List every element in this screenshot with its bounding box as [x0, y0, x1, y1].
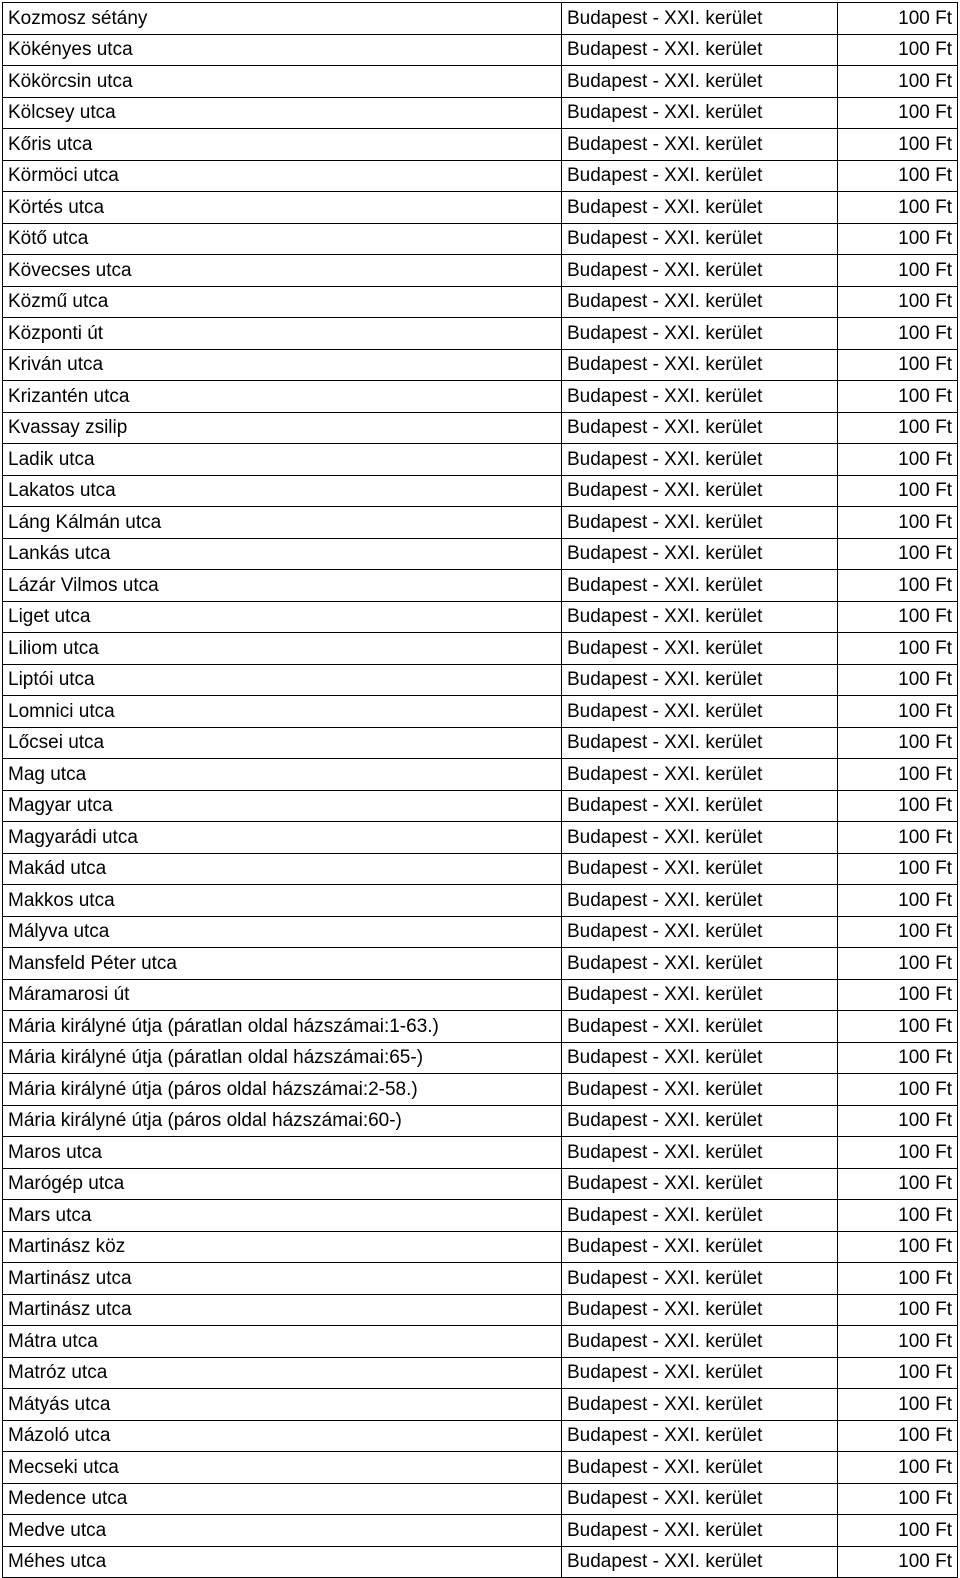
price-cell: 100 Ft [838, 601, 958, 633]
district-cell: Budapest - XXI. kerület [562, 475, 838, 507]
price-cell: 100 Ft [838, 1137, 958, 1169]
street-name-cell: Mátra utca [3, 1326, 562, 1358]
street-name-cell: Mars utca [3, 1200, 562, 1232]
street-name-cell: Krizantén utca [3, 381, 562, 413]
table-row [3, 349, 958, 381]
street-name-cell: Körmöci utca [3, 160, 562, 192]
street-name-cell: Matróz utca [3, 1357, 562, 1389]
street-name-cell: Kötő utca [3, 223, 562, 255]
table-row [3, 1231, 958, 1263]
street-name-cell: Közmű utca [3, 286, 562, 318]
street-name-cell: Liliom utca [3, 633, 562, 665]
street-name-cell: Lakatos utca [3, 475, 562, 507]
district-cell: Budapest - XXI. kerület [562, 129, 838, 161]
street-name-cell: Kőris utca [3, 129, 562, 161]
district-cell: Budapest - XXI. kerület [562, 538, 838, 570]
street-name-cell: Kövecses utca [3, 255, 562, 287]
street-name-cell: Mályva utca [3, 916, 562, 948]
price-cell: 100 Ft [838, 286, 958, 318]
table-row [3, 1074, 958, 1106]
price-cell: 100 Ft [838, 1326, 958, 1358]
table-row [3, 34, 958, 66]
district-cell: Budapest - XXI. kerület [562, 1294, 838, 1326]
price-cell: 100 Ft [838, 1389, 958, 1421]
district-cell: Budapest - XXI. kerület [562, 255, 838, 287]
price-cell: 100 Ft [838, 160, 958, 192]
street-name-cell: Martinász utca [3, 1263, 562, 1295]
table-row [3, 160, 958, 192]
price-cell: 100 Ft [838, 538, 958, 570]
price-cell: 100 Ft [838, 1074, 958, 1106]
table-row [3, 1263, 958, 1295]
street-name-cell: Mázoló utca [3, 1420, 562, 1452]
table-row [3, 1515, 958, 1547]
district-cell: Budapest - XXI. kerület [562, 160, 838, 192]
district-cell: Budapest - XXI. kerület [562, 1389, 838, 1421]
table-row [3, 885, 958, 917]
street-name-cell: Mecseki utca [3, 1452, 562, 1484]
price-cell: 100 Ft [838, 129, 958, 161]
price-cell: 100 Ft [838, 759, 958, 791]
price-cell: 100 Ft [838, 916, 958, 948]
price-cell: 100 Ft [838, 664, 958, 696]
street-name-cell: Kriván utca [3, 349, 562, 381]
table-row [3, 664, 958, 696]
street-name-cell: Mária királyné útja (páros oldal házszámai:60-) [3, 1105, 562, 1137]
table-row [3, 1483, 958, 1515]
street-name-cell: Ladik utca [3, 444, 562, 476]
price-cell: 100 Ft [838, 1420, 958, 1452]
price-cell: 100 Ft [838, 790, 958, 822]
street-name-cell: Martinász köz [3, 1231, 562, 1263]
district-cell: Budapest - XXI. kerület [562, 1420, 838, 1452]
table-row [3, 66, 958, 98]
table-body [3, 3, 958, 1578]
district-cell: Budapest - XXI. kerület [562, 66, 838, 98]
street-name-cell: Maros utca [3, 1137, 562, 1169]
district-cell: Budapest - XXI. kerület [562, 948, 838, 980]
street-name-cell: Központi út [3, 318, 562, 350]
price-cell: 100 Ft [838, 727, 958, 759]
price-cell: 100 Ft [838, 507, 958, 539]
district-cell: Budapest - XXI. kerület [562, 444, 838, 476]
table-row [3, 1200, 958, 1232]
district-cell: Budapest - XXI. kerület [562, 381, 838, 413]
price-cell: 100 Ft [838, 1357, 958, 1389]
table-row [3, 97, 958, 129]
street-name-cell: Mária királyné útja (páros oldal házszámai:2-58.) [3, 1074, 562, 1106]
table-row [3, 381, 958, 413]
table-row [3, 1420, 958, 1452]
table-row [3, 412, 958, 444]
street-name-cell: Méhes utca [3, 1546, 562, 1578]
street-name-cell: Mária királyné útja (páratlan oldal házszámai:65-) [3, 1042, 562, 1074]
district-cell: Budapest - XXI. kerület [562, 1200, 838, 1232]
price-cell: 100 Ft [838, 1452, 958, 1484]
table-row [3, 192, 958, 224]
district-cell: Budapest - XXI. kerület [562, 507, 838, 539]
district-cell: Budapest - XXI. kerület [562, 349, 838, 381]
table-row [3, 1042, 958, 1074]
price-cell: 100 Ft [838, 1294, 958, 1326]
price-cell: 100 Ft [838, 318, 958, 350]
district-cell: Budapest - XXI. kerület [562, 1231, 838, 1263]
table-row [3, 1168, 958, 1200]
price-cell: 100 Ft [838, 475, 958, 507]
table-row [3, 444, 958, 476]
district-cell: Budapest - XXI. kerület [562, 1011, 838, 1043]
table-row [3, 1357, 958, 1389]
table-row [3, 1389, 958, 1421]
street-name-cell: Kölcsey utca [3, 97, 562, 129]
street-name-cell: Lőcsei utca [3, 727, 562, 759]
street-name-cell: Marógép utca [3, 1168, 562, 1200]
street-name-cell: Mária királyné útja (páratlan oldal házszámai:1-63.) [3, 1011, 562, 1043]
table-row [3, 696, 958, 728]
street-price-table [2, 2, 958, 1578]
price-cell: 100 Ft [838, 3, 958, 35]
district-cell: Budapest - XXI. kerület [562, 1105, 838, 1137]
district-cell: Budapest - XXI. kerület [562, 1263, 838, 1295]
table-row [3, 1326, 958, 1358]
price-cell: 100 Ft [838, 1515, 958, 1547]
table-row [3, 1011, 958, 1043]
price-cell: 100 Ft [838, 1011, 958, 1043]
table-row [3, 727, 958, 759]
district-cell: Budapest - XXI. kerület [562, 412, 838, 444]
street-name-cell: Kökényes utca [3, 34, 562, 66]
district-cell: Budapest - XXI. kerület [562, 633, 838, 665]
district-cell: Budapest - XXI. kerület [562, 727, 838, 759]
district-cell: Budapest - XXI. kerület [562, 1357, 838, 1389]
table-row [3, 570, 958, 602]
price-cell: 100 Ft [838, 66, 958, 98]
price-cell: 100 Ft [838, 223, 958, 255]
street-name-cell: Magyar utca [3, 790, 562, 822]
price-cell: 100 Ft [838, 822, 958, 854]
price-cell: 100 Ft [838, 633, 958, 665]
street-name-cell: Lázár Vilmos utca [3, 570, 562, 602]
price-cell: 100 Ft [838, 1042, 958, 1074]
district-cell: Budapest - XXI. kerület [562, 570, 838, 602]
street-name-cell: Martinász utca [3, 1294, 562, 1326]
district-cell: Budapest - XXI. kerület [562, 1326, 838, 1358]
district-cell: Budapest - XXI. kerület [562, 853, 838, 885]
street-name-cell: Mag utca [3, 759, 562, 791]
table-row [3, 1137, 958, 1169]
table-row [3, 223, 958, 255]
district-cell: Budapest - XXI. kerület [562, 1483, 838, 1515]
table-row [3, 3, 958, 35]
district-cell: Budapest - XXI. kerület [562, 192, 838, 224]
price-cell: 100 Ft [838, 192, 958, 224]
price-cell: 100 Ft [838, 885, 958, 917]
price-cell: 100 Ft [838, 948, 958, 980]
price-cell: 100 Ft [838, 853, 958, 885]
table-row [3, 318, 958, 350]
table-row [3, 1105, 958, 1137]
street-name-cell: Makád utca [3, 853, 562, 885]
street-name-cell: Medve utca [3, 1515, 562, 1547]
street-name-cell: Lankás utca [3, 538, 562, 570]
district-cell: Budapest - XXI. kerület [562, 1546, 838, 1578]
street-name-cell: Mansfeld Péter utca [3, 948, 562, 980]
table-row [3, 853, 958, 885]
table-row [3, 633, 958, 665]
table-row [3, 790, 958, 822]
table-row [3, 601, 958, 633]
price-cell: 100 Ft [838, 34, 958, 66]
price-cell: 100 Ft [838, 1105, 958, 1137]
table-row [3, 759, 958, 791]
price-cell: 100 Ft [838, 696, 958, 728]
table-row [3, 1294, 958, 1326]
price-cell: 100 Ft [838, 1546, 958, 1578]
street-name-cell: Liptói utca [3, 664, 562, 696]
street-name-cell: Magyarádi utca [3, 822, 562, 854]
price-cell: 100 Ft [838, 1168, 958, 1200]
table-row [3, 979, 958, 1011]
price-cell: 100 Ft [838, 1263, 958, 1295]
street-name-cell: Liget utca [3, 601, 562, 633]
district-cell: Budapest - XXI. kerület [562, 223, 838, 255]
street-name-cell: Medence utca [3, 1483, 562, 1515]
district-cell: Budapest - XXI. kerület [562, 3, 838, 35]
district-cell: Budapest - XXI. kerület [562, 696, 838, 728]
district-cell: Budapest - XXI. kerület [562, 1168, 838, 1200]
district-cell: Budapest - XXI. kerület [562, 885, 838, 917]
district-cell: Budapest - XXI. kerület [562, 822, 838, 854]
district-cell: Budapest - XXI. kerület [562, 759, 838, 791]
district-cell: Budapest - XXI. kerület [562, 1515, 838, 1547]
table-row [3, 538, 958, 570]
district-cell: Budapest - XXI. kerület [562, 664, 838, 696]
table-row [3, 1546, 958, 1578]
district-cell: Budapest - XXI. kerület [562, 979, 838, 1011]
price-cell: 100 Ft [838, 255, 958, 287]
district-cell: Budapest - XXI. kerület [562, 1042, 838, 1074]
street-name-cell: Láng Kálmán utca [3, 507, 562, 539]
table-row [3, 475, 958, 507]
price-cell: 100 Ft [838, 979, 958, 1011]
street-name-cell: Makkos utca [3, 885, 562, 917]
table-row [3, 916, 958, 948]
table-row [3, 948, 958, 980]
street-name-cell: Máramarosi út [3, 979, 562, 1011]
price-cell: 100 Ft [838, 444, 958, 476]
street-name-cell: Kökörcsin utca [3, 66, 562, 98]
district-cell: Budapest - XXI. kerület [562, 318, 838, 350]
price-cell: 100 Ft [838, 97, 958, 129]
district-cell: Budapest - XXI. kerület [562, 97, 838, 129]
price-cell: 100 Ft [838, 1483, 958, 1515]
street-name-cell: Mátyás utca [3, 1389, 562, 1421]
table-row [3, 129, 958, 161]
street-name-cell: Lomnici utca [3, 696, 562, 728]
district-cell: Budapest - XXI. kerület [562, 1452, 838, 1484]
street-name-cell: Kvassay zsilip [3, 412, 562, 444]
price-cell: 100 Ft [838, 349, 958, 381]
district-cell: Budapest - XXI. kerület [562, 790, 838, 822]
district-cell: Budapest - XXI. kerület [562, 286, 838, 318]
price-cell: 100 Ft [838, 570, 958, 602]
district-cell: Budapest - XXI. kerület [562, 916, 838, 948]
table-row [3, 822, 958, 854]
table-row [3, 286, 958, 318]
price-cell: 100 Ft [838, 1200, 958, 1232]
price-cell: 100 Ft [838, 412, 958, 444]
street-name-cell: Körtés utca [3, 192, 562, 224]
street-name-cell: Kozmosz sétány [3, 3, 562, 35]
district-cell: Budapest - XXI. kerület [562, 1137, 838, 1169]
price-cell: 100 Ft [838, 1231, 958, 1263]
district-cell: Budapest - XXI. kerület [562, 1074, 838, 1106]
table-row [3, 255, 958, 287]
district-cell: Budapest - XXI. kerület [562, 601, 838, 633]
district-cell: Budapest - XXI. kerület [562, 34, 838, 66]
price-cell: 100 Ft [838, 381, 958, 413]
table-row [3, 507, 958, 539]
table-row [3, 1452, 958, 1484]
